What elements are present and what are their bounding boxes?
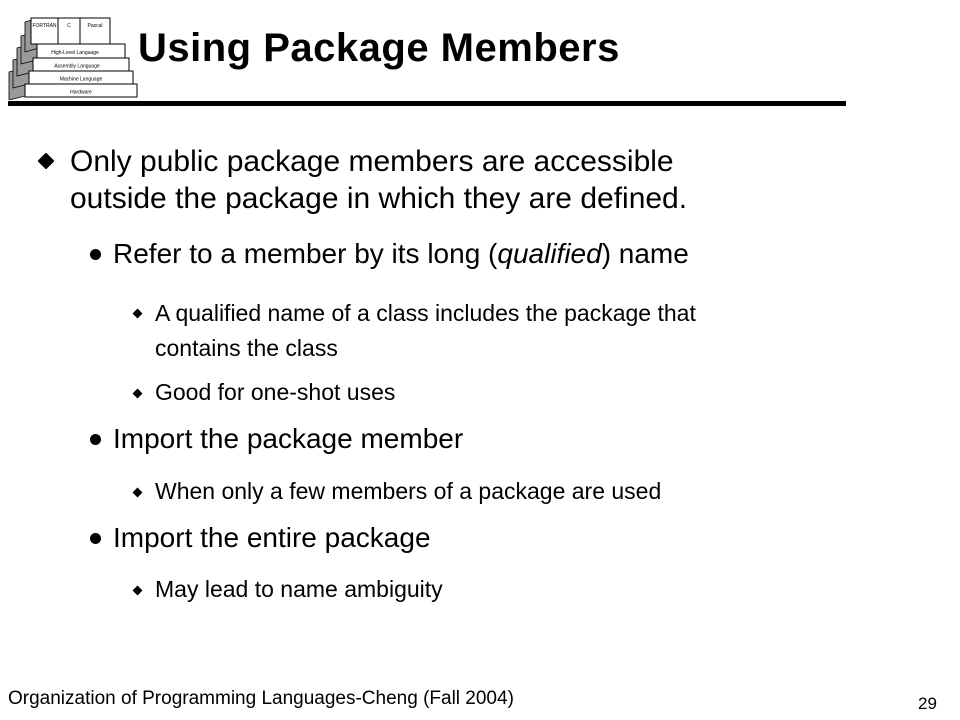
logo-hardware-label: Hardware xyxy=(70,89,92,96)
bullet-text: Import the entire package xyxy=(113,522,431,553)
small-diamond-bullet-icon xyxy=(133,488,143,498)
page-number: 29 xyxy=(918,694,937,713)
bullet-item-8 xyxy=(155,576,443,603)
bullet-text: Only public package members are accessible xyxy=(70,145,674,178)
bullet-item-5 xyxy=(113,423,463,455)
bullet-item-7 xyxy=(113,522,431,554)
diamond-bullet-icon xyxy=(38,153,55,170)
bullet-text: A qualified name of a class includes the package that xyxy=(155,300,696,326)
bullet-text: contains the class xyxy=(155,335,338,361)
footer-course-title: Organization of Programming Languages-Cheng (Fall 2004) xyxy=(8,688,514,709)
dot-bullet-icon xyxy=(90,434,101,445)
slide-title: Using Package Members xyxy=(138,26,620,70)
bullet-item-2 xyxy=(113,238,689,270)
bullet-text: Good for one-shot uses xyxy=(155,379,396,405)
title-underline xyxy=(8,101,846,106)
logo-pascal-label: Pascal xyxy=(87,23,103,29)
small-diamond-bullet-icon xyxy=(133,309,143,319)
bullet-text: outside the package in which they are defined. xyxy=(70,182,688,215)
logo-c-label: C xyxy=(67,23,71,29)
bullet-item-4 xyxy=(155,379,395,406)
logo-fortran-label: FORTRAN xyxy=(32,23,57,29)
bullet-item-6 xyxy=(155,478,661,505)
language-layers-logo xyxy=(5,8,155,100)
small-diamond-bullet-icon xyxy=(133,586,143,596)
bullet-text: When only a few members of a package are used xyxy=(155,478,662,504)
bullet-text: ) name xyxy=(601,238,689,269)
bullet-item-3 xyxy=(155,296,696,366)
dot-bullet-icon xyxy=(90,533,101,544)
logo-assembly-label: Assembly Language xyxy=(54,63,100,70)
small-diamond-bullet-icon xyxy=(133,389,143,399)
dot-bullet-icon xyxy=(90,249,101,260)
bullet-text: Refer to a member by its long ( xyxy=(113,238,498,269)
logo-machine-label: Machine Language xyxy=(59,76,103,83)
bullet-text: Import the package member xyxy=(113,423,464,454)
bullet-item-1 xyxy=(70,143,687,217)
logo-highlevel-label: High-Level Language xyxy=(51,50,99,56)
bullet-text: May lead to name ambiguity xyxy=(155,576,443,602)
bullet-emphasis: qualified xyxy=(497,238,602,269)
